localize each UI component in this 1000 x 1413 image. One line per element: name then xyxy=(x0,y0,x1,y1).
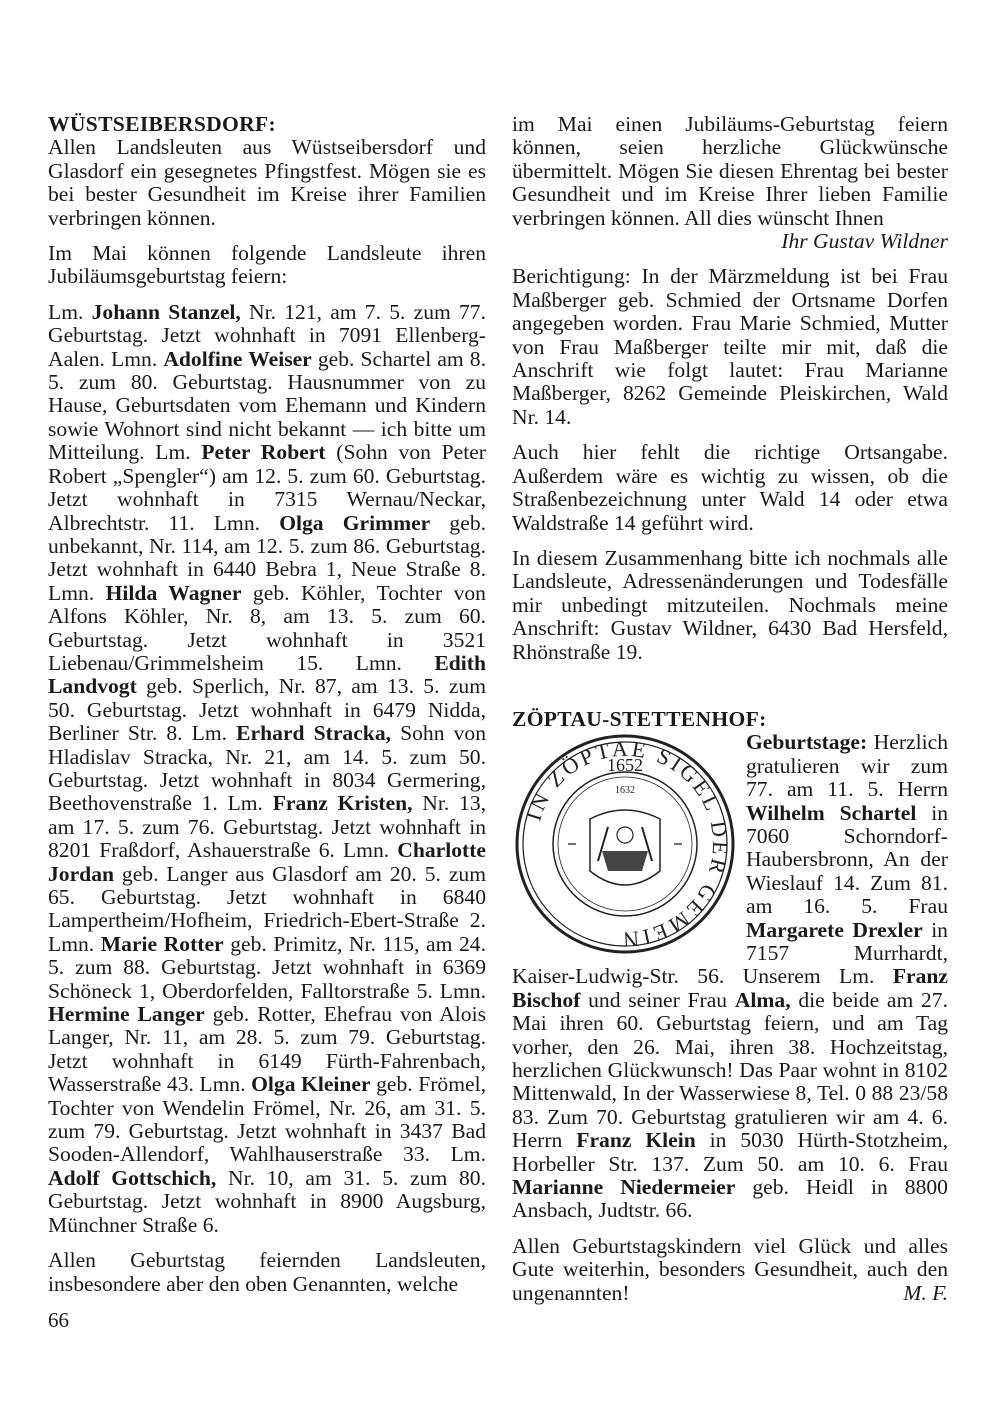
person-name: Johann Stanzel, xyxy=(91,299,241,324)
birthday-list xyxy=(48,301,486,1237)
entry-details: Nr. 10, am 31. 5. zum 80. Geburtstag. Jetzt wohnhaft in 8900 Augsburg, Münchner Straße 6. xyxy=(48,1165,487,1237)
person-name: Adolfine Weiser xyxy=(163,346,312,371)
person-name: Margarete Drexler xyxy=(746,917,923,942)
signature-wildner: Ihr Gustav Wildner xyxy=(781,229,948,254)
entry-details: geb. Sperlich, Nr. 87, am 13. 5. zum 50. Geburtstag. Jetzt wohnhaft in 6479 Nidda, Berliner Str. 8. xyxy=(48,674,486,746)
entry-details: Nr. 121, am 7. 5. zum 77. Geburtstag. Jetzt wohnhaft in 7091 Ellenberg-Aalen. xyxy=(48,299,486,371)
section-heading-zoeptau: ZÖPTAU-STETTENHOF: xyxy=(512,706,767,731)
person-name: Charlotte Jordan xyxy=(48,838,486,886)
entry-details: geb. unbekannt, Nr. 114, am 12. 5. zum 86. Geburtstag. Jetzt wohnhaft in 6440 Bebra 1, Neue Straße 8. xyxy=(48,510,487,582)
entry-prefix: Lm. xyxy=(182,721,237,746)
person-name: Franz Kristen, xyxy=(272,791,413,816)
seal-icon xyxy=(512,731,738,957)
entry-prefix: Lmn. xyxy=(104,346,164,371)
person-name: Wilhelm Schartel xyxy=(746,800,917,825)
final-wish-text: Allen Geburtstagskindern viel Glück und alles Gute weiterhin, besonders Gesundheit, auch den ungenannten! xyxy=(512,1233,948,1305)
seal-ring-text: IN ZÖPTAE SIGEL DER GEMEIN xyxy=(520,736,734,953)
jubilees-intro: Im Mai können folgende Landsleute ihren Jubiläumsgeburtstag feiern: xyxy=(48,241,486,289)
signature-mf: M. F. xyxy=(903,1280,948,1305)
entry-details: geb. Rotter, Ehefrau von Alois Langer, Nr. 11, am 28. 5. zum 79. Geburtstag. Jetzt wohnhaft in 6149 Fürth-Fahrenbach, Wasserstraße 43. xyxy=(48,1002,486,1097)
person-name: Alma, xyxy=(734,987,791,1012)
entry-details: geb. Primitz, Nr. 115, am 24. 5. zum 88. Geburtstag. Jetzt wohnhaft in 6369 Schöneck 1, Oberdorfelden, Falltorstraße 5. xyxy=(48,931,486,1003)
person-name: Peter Robert xyxy=(201,440,326,465)
person-name: Marianne Niedermeier xyxy=(512,1175,736,1200)
continuation-paragraph: im Mai einen Jubiläums-Geburtstag feiern können, seien herzliche Glückwünsche übermittelt. Mögen Sie diesen Ehrentag bei bester Gesundheit und im Kreise Ihrer lieben Familie verbringen können. All dies wünscht Ihnen xyxy=(512,112,948,230)
entry-details: geb. Schartel am 8. 5. zum 80. Geburtstag. Hausnummer von zu Hause, Geburtsdaten vom Ehemann und Kindern sowie Wohnort sind nicht bekannt — ich bitte um Mitteilung. xyxy=(48,346,486,465)
entry-prefix: Lm. xyxy=(144,440,202,465)
left-column xyxy=(48,113,486,1308)
person-name: Olga Kleiner xyxy=(251,1072,371,1097)
closing-paragraph: Allen Geburtstag feiernden Landsleuten, insbesondere aber den oben Genannten, welche xyxy=(48,1248,486,1296)
entry-prefix: Lmn. xyxy=(334,838,398,863)
intro-paragraph: Allen Landsleuten aus Wüstseibersdorf und Glasdorf ein gesegnetes Pfingstfest. Mögen sie es bei bester Gesundheit im Kreise ihrer Familien verbringen können. xyxy=(48,135,486,230)
person-name: Marie Rotter xyxy=(100,931,224,956)
entry-prefix: Lmn. xyxy=(432,978,486,1003)
entry-details: Sohn von Hladislav Stracka, Nr. 21, am 14. 5. zum 50. Geburtstag. Jetzt wohnhaft in 8034 Germering, Beethovenstraße 1. xyxy=(48,721,487,816)
entry-prefix: Lm. xyxy=(217,791,273,816)
person-name: Franz Klein xyxy=(576,1128,696,1153)
birthday-text: geb. Heidl in 8800 Ansbach, Judtstr. 66. xyxy=(512,1175,948,1223)
correction-paragraph: Berichtigung: In der Märzmeldung ist bei Frau Maßberger geb. Schmied der Ortsname Dorfen angegeben worden. Frau Marie Schmied, Mutter von Frau Maßberger teilte mir mit, daß die Anschrift wie folgt lautet: Frau Marianne Maßberger, 8262 Gemeinde Pleiskirchen, Wald Nr. 14. xyxy=(512,264,948,429)
birthday-text: und seiner Frau xyxy=(580,987,735,1012)
person-name: Adolf Gottschich, xyxy=(48,1165,217,1190)
person-name: Franz Bischof xyxy=(512,964,948,1012)
entry-details: Nr. 13, am 17. 5. zum 76. Geburtstag. Jetzt wohnhaft in 8201 Fraßdorf, Ashauerstraße 6. xyxy=(48,791,487,863)
entry-details: geb. Köhler, Tochter von Alfons Köhler, Nr. 8, am 13. 5. zum 60. Geburtstag. Jetzt wohnhaft in 3521 Liebenau/Grimmelsheim 15. xyxy=(48,580,486,675)
birthdays-title: Geburtstage: xyxy=(746,730,868,755)
final-wish xyxy=(512,1235,948,1305)
entry-details: geb. Frömel, Tochter von Wendelin Frömel, Nr. 26, am 31. 5. zum 79. Geburtstag. Jetzt wohnhaft in 3437 Bad Sooden-Allendorf, Wahlhauserstraße 33. xyxy=(48,1072,486,1167)
birthday-text: die beide am 27. Mai ihren 60. Geburtstag feiern, und am Tag vorher, den 26. Mai, ihren 38. Hochzeitstag, herzlichen Glückwunsch! Das Paar wohnt in 8102 Mittenwald, In der Wasserwiese 8, Tel. 0 88 23/58 83. Zum 70. Geburtstag gratulieren wir am 4. 6. Herrn xyxy=(512,987,948,1153)
entry-details: (Sohn von Peter Robert „Spengler“) am 12. 5. zum 60. Geburtstag. Jetzt wohnhaft in 7315 Wernau/Neckar, Albrechtstr. 11. xyxy=(48,440,486,535)
person-name: Edith Landvogt xyxy=(48,650,486,699)
right-column xyxy=(512,113,948,1317)
entry-prefix: Lmn. xyxy=(48,580,106,605)
location-note: Auch hier fehlt die richtige Ortsangabe. Außerdem wäre es wichtig zu wissen, ob die Straßenbezeichnung unter Wald 14 oder etwa Waldstraße 14 geführt wird. xyxy=(512,440,948,535)
entry-prefix: Lmn. xyxy=(48,931,101,956)
person-name: Hilda Wagner xyxy=(105,580,242,605)
seal-image xyxy=(512,731,738,957)
birthdays-section xyxy=(512,731,948,1223)
seal-year: 1652 xyxy=(607,755,643,776)
entry-prefix: Lm. xyxy=(430,1142,486,1167)
birthday-text: in 7157 Murrhardt, Kaiser-Ludwig-Str. 56. Unserem Lm. xyxy=(512,917,948,989)
person-name: Hermine Langer xyxy=(48,1002,205,1027)
birthday-text: Herzlich gratulieren wir zum 77. am 11. 5. Herrn xyxy=(746,730,948,802)
entry-prefix: Lmn. xyxy=(194,510,280,535)
page-number: 66 xyxy=(48,1308,69,1332)
person-name: Olga Grimmer xyxy=(279,510,431,535)
person-name: Erhard Stracka, xyxy=(236,721,392,746)
entry-prefix: Lmn. xyxy=(193,1072,252,1097)
seal-inner-year: 1632 xyxy=(615,785,635,797)
section-heading-wuestseibersdorf: WÜSTSEIBERSDORF: xyxy=(48,112,276,136)
birthday-text: in 5030 Hürth-Stotzheim, Horbeller Str. 137. Zum 50. am 10. 6. Frau xyxy=(512,1128,949,1176)
entry-prefix: Lm. xyxy=(48,299,92,324)
entry-details: geb. Langer aus Glasdorf am 20. 5. zum 65. Geburtstag. Jetzt wohnhaft in 6840 Lampertheim/Hofheim, Friedrich-Ebert-Straße 2. xyxy=(48,861,486,933)
birthday-text: in 7060 Schorndorf-Haubersbronn, An der Wieslauf 14. Zum 81. am 16. 5. Frau xyxy=(746,800,948,919)
request-paragraph: In diesem Zusammenhang bitte ich nochmals alle Landsleute, Adressenänderungen und Todesfälle mir unbedingt mitzuteilen. Nochmals meine Anschrift: Gustav Wildner, 6430 Bad Hersfeld, Rhönstraße 19. xyxy=(512,545,948,664)
entry-prefix: Lmn. xyxy=(323,650,435,675)
